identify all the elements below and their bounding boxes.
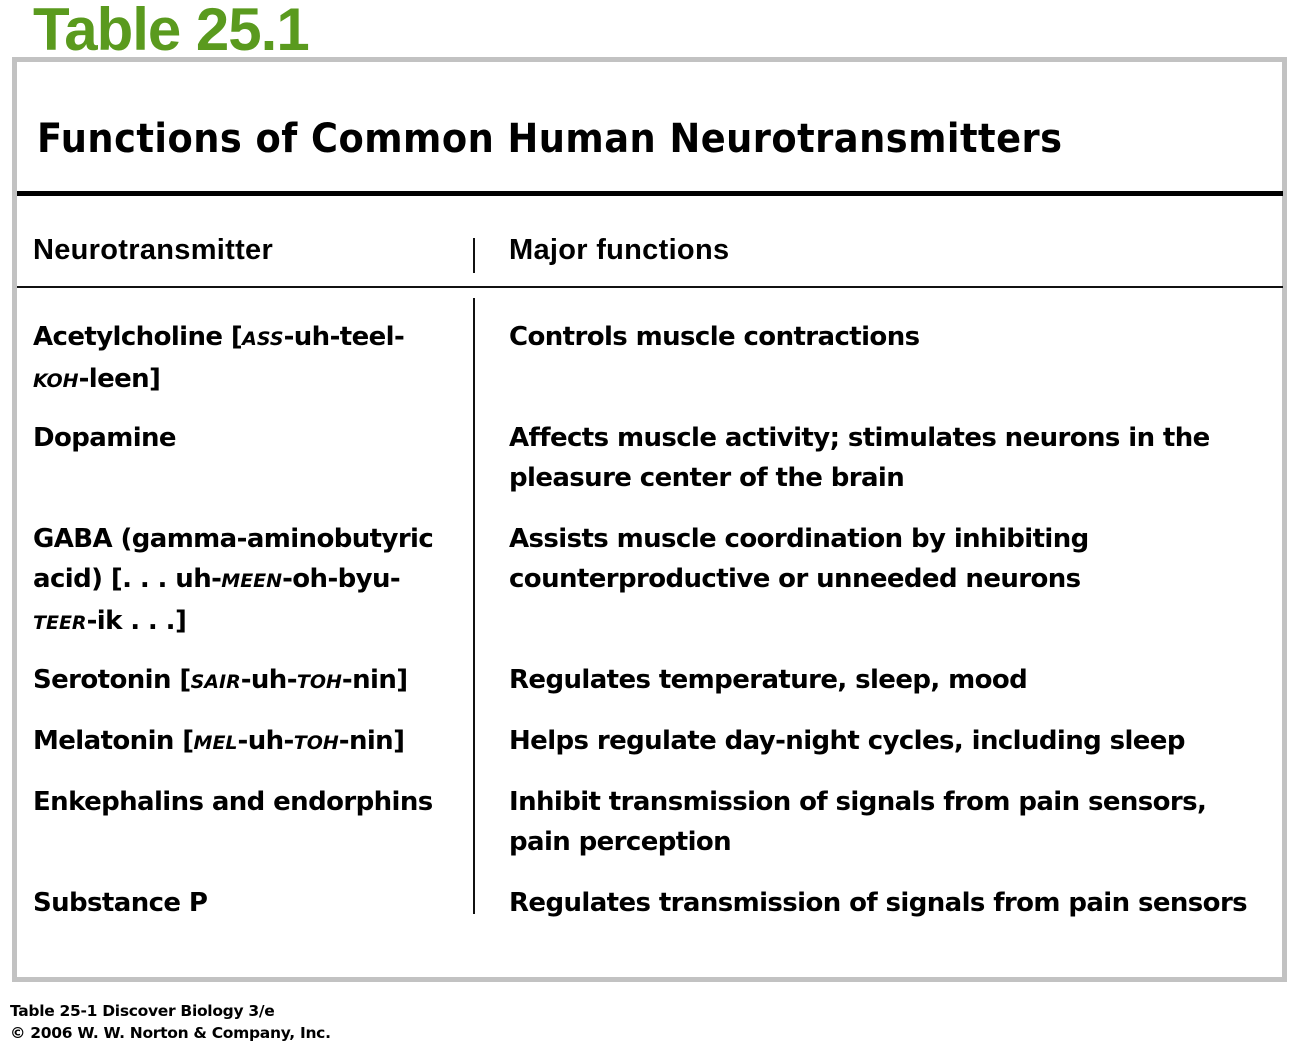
name-text: Serotonin [ xyxy=(33,665,191,695)
neurotransmitter-name: Dopamine xyxy=(33,423,176,453)
pronunciation-stress: SAIR xyxy=(190,671,241,693)
source-footer xyxy=(10,1000,331,1044)
name-text: Melatonin [ xyxy=(33,726,194,756)
name-text: -oh-byu- xyxy=(282,564,401,594)
table-frame xyxy=(12,57,1287,982)
pronunciation-stress: ASS xyxy=(242,328,284,350)
major-function: Inhibit transmission of signals from pain sensors, pain perception xyxy=(509,787,1207,857)
neurotransmitter-name xyxy=(33,317,463,401)
pronunciation-stress: MEEN xyxy=(221,570,283,592)
pronunciation-stress: MEL xyxy=(193,732,238,754)
column-header-major-functions: Major functions xyxy=(509,234,730,266)
header-rule xyxy=(17,286,1283,288)
major-function: Regulates transmission of signals from pain sensors xyxy=(509,888,1248,918)
pronunciation-stress: TEER xyxy=(33,612,87,634)
source-citation: Table 25-1 Discover Biology 3/e xyxy=(10,1002,275,1020)
major-function: Affects muscle activity; stimulates neurons in the pleasure center of the brain xyxy=(509,423,1210,493)
neurotransmitter-name xyxy=(33,721,463,763)
name-text: -uh-teel- xyxy=(283,322,405,352)
major-function: Controls muscle contractions xyxy=(509,322,920,352)
name-text: -leen] xyxy=(78,364,161,394)
neurotransmitter-name xyxy=(33,660,463,702)
neurotransmitter-name xyxy=(33,519,473,643)
pronunciation-stress: TOH xyxy=(293,732,339,754)
name-text: -uh- xyxy=(240,665,297,695)
header-divider xyxy=(473,238,475,273)
pronunciation-stress: KOH xyxy=(33,370,79,392)
name-text: -ik . . .] xyxy=(86,606,187,636)
name-text: -nin] xyxy=(341,665,408,695)
name-text: -uh- xyxy=(237,726,294,756)
name-text: Acetylcholine [ xyxy=(33,322,243,352)
column-divider xyxy=(473,298,475,914)
title-rule xyxy=(17,191,1283,196)
name-text: GABA (gamma-aminobutyric acid) [. . . uh- xyxy=(33,524,434,594)
major-function: Helps regulate day-night cycles, including sleep xyxy=(509,726,1185,756)
neurotransmitter-name: Enkephalins and endorphins xyxy=(33,787,433,817)
copyright-notice: © 2006 W. W. Norton & Company, Inc. xyxy=(10,1024,331,1042)
table-number-label: Table 25.1 xyxy=(33,0,309,63)
neurotransmitter-name: Substance P xyxy=(33,888,208,918)
table-title: Functions of Common Human Neurotransmitters xyxy=(37,116,1063,162)
major-function: Regulates temperature, sleep, mood xyxy=(509,665,1028,695)
column-header-neurotransmitter: Neurotransmitter xyxy=(33,234,274,266)
pronunciation-stress: TOH xyxy=(296,671,342,693)
name-text: -nin] xyxy=(338,726,405,756)
major-function: Assists muscle coordination by inhibiting counterproductive or unneeded neurons xyxy=(509,524,1089,594)
